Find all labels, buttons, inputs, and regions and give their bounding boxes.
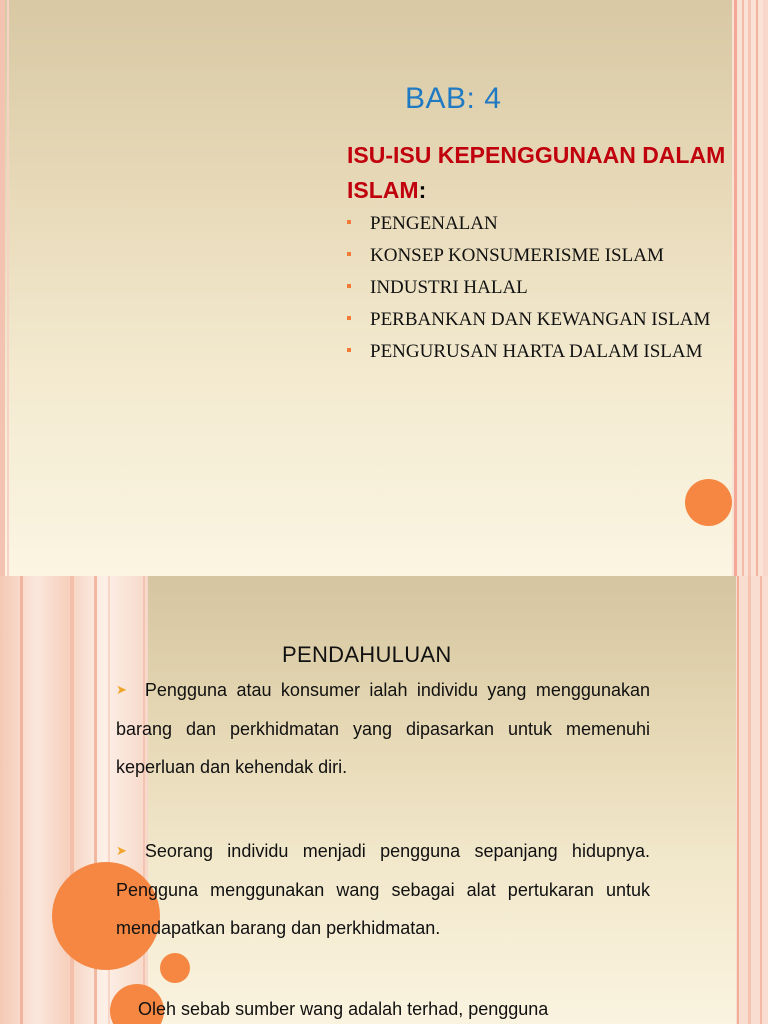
paragraph-text: Pengguna atau konsumer ialah individu yang menggunakan barang dan perkhidmatan yang dipasarkan untuk memenuhi keperluan dan kehendak diri.	[116, 680, 650, 777]
paragraph	[116, 671, 650, 787]
right-decorative-line	[760, 576, 762, 1024]
right-decorative-line	[748, 576, 751, 1024]
decorative-circle	[685, 479, 732, 526]
right-decorative-line	[763, 0, 768, 576]
section-heading-text: ISU-ISU KEPENGGUNAAN DALAM ISLAM	[347, 142, 726, 203]
square-bullet-icon	[347, 348, 351, 352]
list-item-label: PERBANKAN DAN KEWANGAN ISLAM	[370, 309, 711, 330]
list-item	[345, 211, 725, 236]
slide-title: PENDAHULUAN	[282, 642, 452, 667]
arrow-bullet-icon: ➤	[116, 682, 127, 697]
left-decorative-stripe-thin	[7, 0, 9, 576]
right-decorative-band	[736, 576, 768, 1024]
right-decorative-line	[734, 0, 737, 576]
section-heading-colon: :	[418, 177, 427, 203]
square-bullet-icon	[347, 252, 351, 256]
section-heading	[347, 138, 727, 208]
list-item	[345, 243, 725, 268]
paragraph	[116, 832, 650, 948]
right-decorative-line	[737, 576, 739, 1024]
chapter-title: BAB: 4	[405, 82, 502, 115]
list-item	[345, 275, 725, 300]
square-bullet-icon	[347, 284, 351, 288]
square-bullet-icon	[347, 220, 351, 224]
square-bullet-icon	[347, 316, 351, 320]
arrow-bullet-icon: ➤	[116, 843, 127, 858]
decorative-circle-small	[160, 953, 190, 983]
list-item-label: INDUSTRI HALAL	[370, 277, 528, 298]
list-item	[345, 307, 725, 332]
right-decorative-line	[742, 0, 744, 576]
left-decorative-line	[20, 576, 23, 1024]
list-item-label: PENGURUSAN HARTA DALAM ISLAM	[370, 341, 703, 362]
list-item	[345, 339, 725, 364]
list-item-label: PENGENALAN	[370, 213, 498, 234]
right-decorative-line	[748, 0, 751, 576]
list-item-label: KONSEP KONSUMERISME ISLAM	[370, 245, 664, 266]
paragraph-text: Oleh sebab sumber wang adalah terhad, pengguna	[138, 999, 549, 1019]
left-decorative-stripe	[0, 0, 5, 576]
right-decorative-line	[756, 0, 758, 576]
slide-pendahuluan	[0, 576, 768, 1024]
left-decorative-line	[143, 576, 145, 1024]
paragraph	[116, 990, 650, 1024]
topic-list	[345, 211, 725, 371]
paragraph-text: Seorang individu menjadi pengguna sepanjang hidupnya. Pengguna menggunakan wang sebagai alat pertukaran untuk mendapatkan barang dan perkhidmatan.	[116, 841, 650, 938]
